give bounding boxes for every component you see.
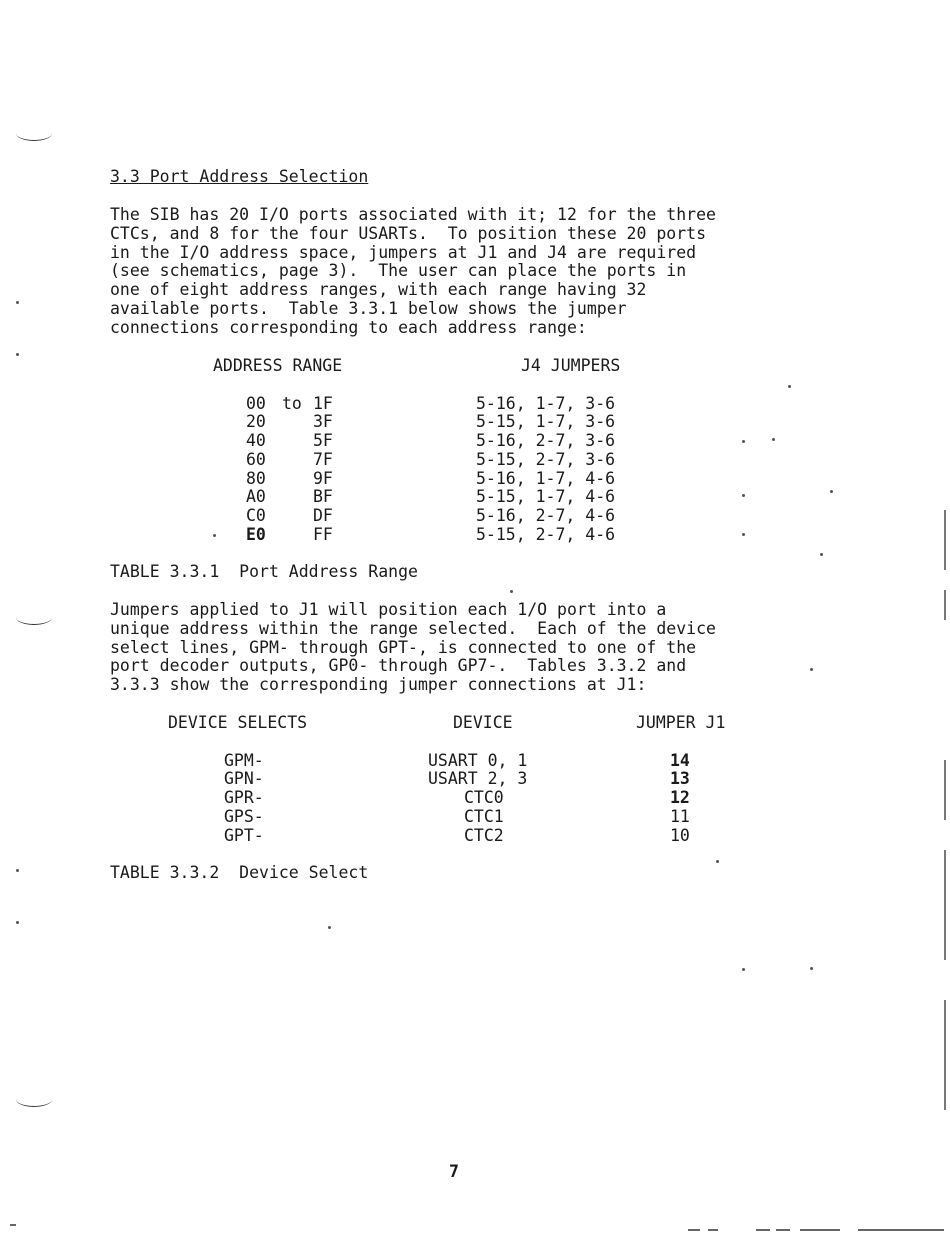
range-start: C0 [246,506,266,525]
range-end: DF [313,506,333,525]
table-header-jumper-j1: JUMPER J1 [636,713,726,732]
paragraph-line: (see schematics, page 3). The user can place the ports in [110,261,687,280]
scan-speck [742,533,745,536]
table-header-address-range: ADDRESS RANGE [213,356,343,375]
range-separator: to [282,394,302,413]
device-name: USART 0, 1 [428,751,528,770]
scan-speck [16,301,19,304]
table-caption: TABLE 3.3.1 Port Address Range [110,562,418,581]
device-name: USART 2, 3 [428,769,528,788]
scan-speck [742,968,745,971]
scan-bottom-dash [756,1229,770,1231]
j4-jumpers: 5-16, 2-7, 4-6 [476,506,616,525]
paragraph-line: connections corresponding to each address range: [110,318,587,337]
scan-speck [742,494,745,497]
scan-speck [788,385,791,388]
device-select: GPN- [224,769,264,788]
range-end: 5F [313,431,333,450]
scan-bottom-dash [688,1229,700,1231]
range-start: 20 [246,412,266,431]
scan-edge-line [944,850,946,960]
scan-bottom-dash [10,1224,16,1226]
range-start: A0 [246,487,266,506]
scan-speck [820,553,823,556]
page-number: 7 [449,1162,459,1181]
device-select: GPT- [224,826,264,845]
range-start: 00 [246,394,266,413]
range-end: 1F [313,394,333,413]
j4-jumpers: 5-16, 2-7, 3-6 [476,431,616,450]
scan-edge-line [944,1000,946,1110]
jumper-j1-value: 11 [670,807,690,826]
paragraph-line: port decoder outputs, GP0- through GP7-. Tables 3.3.2 and [110,656,687,675]
range-end: FF [313,525,333,544]
device-select: GPR- [224,788,264,807]
device-select: GPS- [224,807,264,826]
range-end: 7F [313,450,333,469]
jumper-j1-value: 13 [670,769,690,788]
scan-speck [716,860,719,863]
scan-edge-line [944,590,946,620]
scan-bottom-dash [858,1229,944,1231]
paragraph-line: select lines, GPM- through GPT-, is connected to one of the [110,638,697,657]
range-start: E0 [246,525,266,544]
scan-speck [810,967,813,970]
scan-speck [830,490,833,493]
device-name: CTC2 [464,826,504,845]
paragraph-line: in the I/O address space, jumpers at J1 and J4 are required [110,243,697,262]
scan-speck [16,353,19,356]
scan-speck [510,590,513,593]
j4-jumpers: 5-15, 2-7, 3-6 [476,450,616,469]
device-name: CTC0 [464,788,504,807]
scan-speck [810,668,813,671]
scan-artifact-curve [16,610,52,625]
range-end: 9F [313,469,333,488]
range-start: 80 [246,469,266,488]
section-heading: 3.3 Port Address Selection [110,167,369,186]
paragraph-line: CTCs, and 8 for the four USARTs. To position these 20 ports [110,224,707,243]
scan-speck [16,869,19,872]
paragraph-line: Jumpers applied to J1 will position each 1/O port into a [110,600,667,619]
scan-artifact-curve [16,1092,52,1107]
jumper-j1-value: 12 [670,788,690,807]
range-end: BF [313,487,333,506]
range-end: 3F [313,412,333,431]
table-header-device: DEVICE [453,713,513,732]
table-caption: TABLE 3.3.2 Device Select [110,863,369,882]
paragraph-line: unique address within the range selected. Each of the device [110,619,716,638]
j4-jumpers: 5-15, 2-7, 4-6 [476,525,616,544]
scan-edge-line [944,760,946,820]
scan-artifact-curve [16,126,52,141]
table-header-j4-jumpers: J4 JUMPERS [521,356,621,375]
scan-speck [16,921,19,924]
jumper-j1-value: 10 [670,826,690,845]
scan-speck [742,440,745,443]
paragraph-line: available ports. Table 3.3.1 below shows the jumper [110,299,627,318]
scan-speck [328,926,331,929]
j4-jumpers: 5-15, 1-7, 3-6 [476,412,616,431]
device-name: CTC1 [464,807,504,826]
scan-bottom-dash [708,1229,718,1231]
scan-bottom-dash [776,1229,790,1231]
scan-speck [213,534,216,537]
scan-speck [772,438,775,441]
paragraph-line: one of eight address ranges, with each range having 32 [110,280,647,299]
paragraph-line: 3.3.3 show the corresponding jumper connections at J1: [110,675,647,694]
j4-jumpers: 5-16, 1-7, 4-6 [476,469,616,488]
scan-bottom-dash [800,1229,840,1231]
table-header-device-selects: DEVICE SELECTS [168,713,308,732]
device-select: GPM- [224,751,264,770]
range-start: 60 [246,450,266,469]
scan-edge-line [944,510,946,570]
paragraph-line: The SIB has 20 I/O ports associated with it; 12 for the three [110,205,716,224]
range-start: 40 [246,431,266,450]
jumper-j1-value: 14 [670,751,690,770]
j4-jumpers: 5-15, 1-7, 4-6 [476,487,616,506]
j4-jumpers: 5-16, 1-7, 3-6 [476,394,616,413]
